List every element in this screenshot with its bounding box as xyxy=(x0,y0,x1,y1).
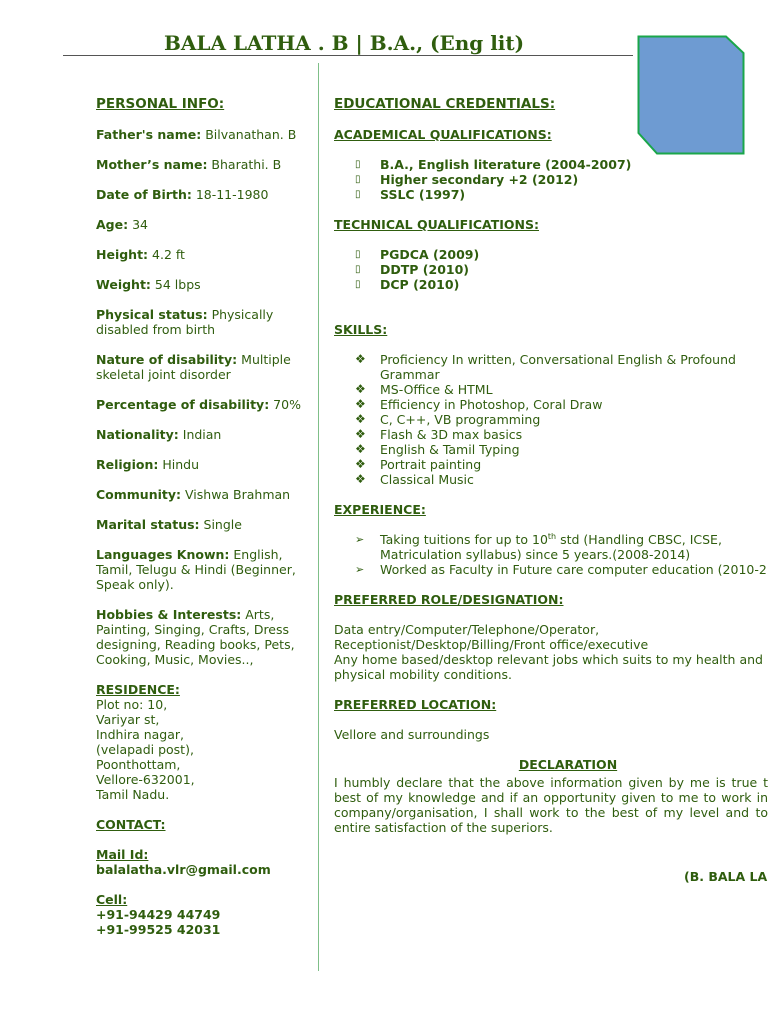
preferred-role-heading: PREFERRED ROLE/DESIGNATION: xyxy=(334,592,564,607)
community-row xyxy=(96,487,311,502)
nationality-value: Indian xyxy=(178,427,222,442)
nature-of-disability-value: Multiple skeletal joint disorder xyxy=(96,352,291,382)
languages-known-label: Languages Known: xyxy=(96,547,230,562)
list-item xyxy=(355,532,768,562)
address-line: (velapadi post), xyxy=(96,742,194,757)
marital-status-label: Marital status: xyxy=(96,517,200,532)
skill-text: English & Tamil Typing xyxy=(380,442,520,457)
list-item xyxy=(355,397,768,412)
list-item xyxy=(355,562,768,577)
experience-heading: EXPERIENCE: xyxy=(334,502,426,517)
diamond-cluster-icon: ❖ xyxy=(355,457,366,471)
percentage-of-disability-value: 70% xyxy=(269,397,301,412)
nationality-label: Nationality: xyxy=(96,427,179,442)
weight-label: Weight: xyxy=(96,277,151,292)
list-item xyxy=(355,262,768,277)
nature-of-disability-label: Nature of disability: xyxy=(96,352,238,367)
preferred-location-text: Vellore and surroundings xyxy=(334,727,490,742)
hobbies-label: Hobbies & Interests: xyxy=(96,607,242,622)
academic-qualifications-heading: ACADEMICAL QUALIFICATIONS: xyxy=(334,127,552,142)
residence-heading: RESIDENCE: xyxy=(96,682,180,697)
weight-row xyxy=(96,277,311,292)
arrowhead-icon: ➢ xyxy=(355,563,365,576)
mail-id-label: Mail Id: xyxy=(96,847,149,862)
experience-text xyxy=(380,532,722,562)
personal-column xyxy=(96,97,311,937)
skill-text: Flash & 3D max basics xyxy=(380,427,523,442)
physical-status-value: Physically disabled from birth xyxy=(96,307,274,337)
skill-text: Efficiency in Photoshop, Coral Draw xyxy=(380,397,603,412)
dob-label: Date of Birth: xyxy=(96,187,192,202)
community-label: Community: xyxy=(96,487,182,502)
dob-value: 18-11-1980 xyxy=(191,187,269,202)
qualification-text: Higher secondary +2 (2012) xyxy=(380,172,579,187)
signature-block xyxy=(334,869,768,884)
hobbies-value: Arts, Painting, Singing, Crafts, Dress designing, Reading books, Pets, Cooking, Music, Movies.., xyxy=(96,607,295,667)
empty-box-icon: ▯ xyxy=(355,189,361,200)
age-row xyxy=(96,217,311,232)
skill-text: C, C++, VB programming xyxy=(380,412,541,427)
skill-text: MS-Office & HTML xyxy=(380,382,493,397)
list-item xyxy=(355,277,768,292)
cell-label: Cell: xyxy=(96,892,128,907)
physical-status-label: Physical status: xyxy=(96,307,208,322)
arrowhead-icon: ➢ xyxy=(355,533,365,546)
religion-value: Hindu xyxy=(158,457,200,472)
diamond-cluster-icon: ❖ xyxy=(355,382,366,396)
cell-number: +91-94429 44749 xyxy=(96,907,221,922)
list-item xyxy=(355,247,768,262)
list-item xyxy=(355,427,768,442)
address-line: Tamil Nadu. xyxy=(96,787,170,802)
address-line: Poonthottam, xyxy=(96,757,181,772)
list-item xyxy=(355,412,768,427)
height-label: Height: xyxy=(96,247,149,262)
residence-address xyxy=(96,697,311,802)
marital-status-value: Single xyxy=(199,517,242,532)
technical-qualifications-heading: TECHNICAL QUALIFICATIONS: xyxy=(334,217,539,232)
educational-credentials-heading: EDUCATIONAL CREDENTIALS: xyxy=(334,96,556,112)
list-item xyxy=(355,157,768,172)
languages-known-row xyxy=(96,547,311,592)
preferred-role-text: Data entry/Computer/Telephone/Operator, Receptionist/Desktop/Billing/Front office/executive xyxy=(334,622,649,652)
address-line: Plot no: 10, xyxy=(96,697,168,712)
mothers-name-label: Mother’s name: xyxy=(96,157,208,172)
academic-list xyxy=(334,157,768,202)
technical-list xyxy=(334,247,768,292)
address-line: Variyar st, xyxy=(96,712,160,727)
empty-box-icon: ▯ xyxy=(355,264,361,275)
mothers-name-row xyxy=(96,157,311,172)
experience-text: Worked as Faculty in Future care computer education (2010-2 xyxy=(380,562,767,577)
credentials-column xyxy=(334,97,768,884)
nature-of-disability-row xyxy=(96,352,311,382)
declaration-heading: DECLARATION xyxy=(518,757,618,772)
age-value: 34 xyxy=(128,217,148,232)
qualification-text: PGDCA (2009) xyxy=(380,247,480,262)
height-value: 4.2 ft xyxy=(148,247,185,262)
list-item xyxy=(355,172,768,187)
qualification-text: B.A., English literature (2004-2007) xyxy=(380,157,632,172)
empty-box-icon: ▯ xyxy=(355,159,361,170)
marital-status-row xyxy=(96,517,311,532)
physical-status-row xyxy=(96,307,311,337)
nationality-row xyxy=(96,427,311,442)
diamond-cluster-icon: ❖ xyxy=(355,427,366,441)
experience-text-end: std (Handling CBSC, ICSE, Matriculation syllabus) since 5 years.(2008-2014) xyxy=(380,532,722,562)
mail-id-value: balalatha.vlr@gmail.com xyxy=(96,862,271,877)
dob-row xyxy=(96,187,311,202)
cell-number: +91-99525 42031 xyxy=(96,922,221,937)
empty-box-icon: ▯ xyxy=(355,279,361,290)
personal-info-heading: PERSONAL INFO: xyxy=(96,96,225,112)
ordinal-suffix: th xyxy=(547,531,557,541)
weight-value: 54 lbps xyxy=(150,277,201,292)
list-item xyxy=(355,382,768,397)
declaration-text: I humbly declare that the above information given by me is true t best of my knowledge and if an opportunity given to me to work in company/organisation, I shall work to the best of my level and to entire satisfaction of the superiors. xyxy=(334,775,768,835)
percentage-of-disability-label: Percentage of disability: xyxy=(96,397,270,412)
religion-row xyxy=(96,457,311,472)
qualification-text: SSLC (1997) xyxy=(380,187,466,202)
skills-heading: SKILLS: xyxy=(334,322,388,337)
experience-list xyxy=(334,532,768,577)
community-value: Vishwa Brahman xyxy=(181,487,291,502)
preferred-role-note: Any home based/desktop relevant jobs which suits to my health and physical mobility conditions. xyxy=(334,652,763,682)
height-row xyxy=(96,247,311,262)
list-item xyxy=(355,472,768,487)
diamond-cluster-icon: ❖ xyxy=(355,352,366,366)
skill-text: Proficiency In written, Conversational English & Profound Grammar xyxy=(380,352,736,382)
list-item xyxy=(355,457,768,472)
address-line: Vellore-632001, xyxy=(96,772,195,787)
empty-box-icon: ▯ xyxy=(355,174,361,185)
fathers-name-label: Father's name: xyxy=(96,127,202,142)
diamond-cluster-icon: ❖ xyxy=(355,472,366,486)
fathers-name-row xyxy=(96,127,311,142)
qualification-text: DCP (2010) xyxy=(380,277,460,292)
title-divider xyxy=(63,55,633,56)
qualification-text: DDTP (2010) xyxy=(380,262,470,277)
skill-text: Portrait painting xyxy=(380,457,482,472)
diamond-cluster-icon: ❖ xyxy=(355,397,366,411)
empty-box-icon: ▯ xyxy=(355,249,361,260)
mothers-name-value: Bharathi. B xyxy=(207,157,282,172)
diamond-cluster-icon: ❖ xyxy=(355,442,366,456)
religion-label: Religion: xyxy=(96,457,159,472)
languages-known-value: English, Tamil, Telugu & Hindi (Beginner, Speak only). xyxy=(96,547,296,592)
signature: (B. BALA LA xyxy=(684,869,768,884)
column-divider xyxy=(318,63,319,971)
skill-text: Classical Music xyxy=(380,472,474,487)
preferred-location-heading: PREFERRED LOCATION: xyxy=(334,697,497,712)
skills-list xyxy=(334,352,768,487)
fathers-name-value: Bilvanathan. B xyxy=(201,127,297,142)
hobbies-row xyxy=(96,607,311,667)
list-item xyxy=(355,442,768,457)
percentage-of-disability-row xyxy=(96,397,311,412)
resume-title: BALA LATHA . B | B.A., (Eng lit) xyxy=(164,31,525,55)
age-label: Age: xyxy=(96,217,129,232)
list-item xyxy=(355,187,768,202)
contact-heading: CONTACT: xyxy=(96,817,166,832)
experience-text-start: Taking tuitions for up to 10 xyxy=(380,532,548,547)
address-line: Indhira nagar, xyxy=(96,727,185,742)
list-item xyxy=(355,352,768,382)
diamond-cluster-icon: ❖ xyxy=(355,412,366,426)
